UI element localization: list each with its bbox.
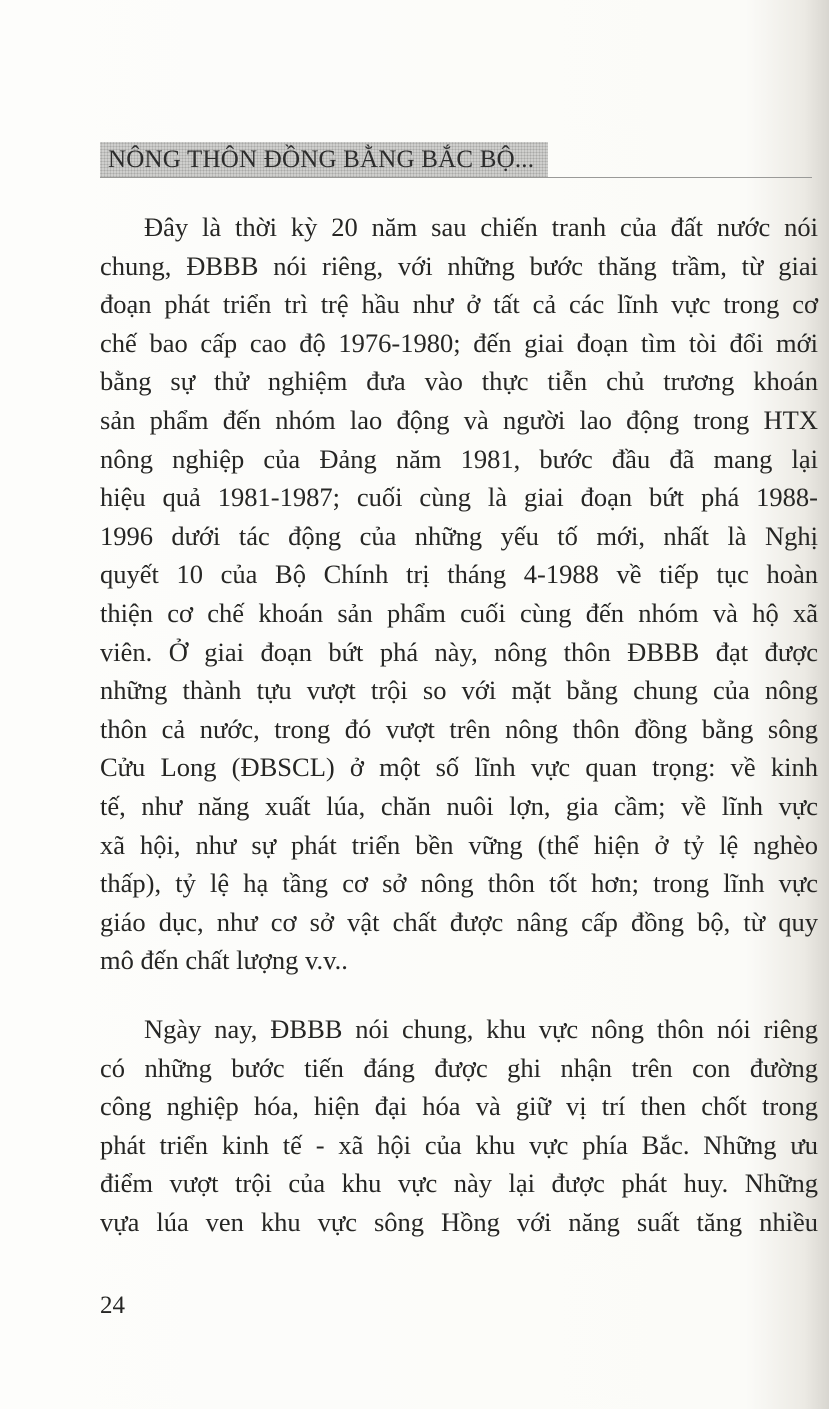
text-line: tế, như năng xuất lúa, chăn nuôi lợn, gia cầm; về lĩnh vực: [100, 790, 818, 821]
text-line: chế bao cấp cao độ 1976-1980; đến giai đoạn tìm tòi đổi mới: [100, 327, 818, 358]
text-line: 1996 dưới tác động của những yếu tố mới, nhất là Nghị: [100, 520, 818, 551]
text-line: giáo dục, như cơ sở vật chất được nâng cấp đồng bộ, từ quy: [100, 906, 818, 937]
text-line: thôn cả nước, trong đó vượt trên nông thôn đồng bằng sông: [100, 713, 818, 744]
text-line: Ngày nay, ĐBBB nói chung, khu vực nông thôn nói riêng: [144, 1014, 818, 1044]
text-line: những thành tựu vượt trội so với mặt bằng chung của nông: [100, 675, 818, 706]
text-line: Đây là thời kỳ 20 năm sau chiến tranh của đất nước nói: [144, 212, 818, 242]
text-line: thiện cơ chế khoán sản phẩm cuối cùng đến nhóm và hộ xã: [100, 597, 818, 628]
text-line: công nghiệp hóa, hiện đại hóa và giữ vị trí then chốt trong: [100, 1091, 818, 1122]
text-line: viên. Ở giai đoạn bứt phá này, nông thôn ĐBBB đạt được: [100, 636, 818, 667]
text-line: sản phẩm đến nhóm lao động và người lao động trong HTX: [100, 404, 818, 435]
text-line: bằng sự thử nghiệm đưa vào thực tiễn chủ trương khoán: [100, 366, 818, 397]
text-line: Cửu Long (ĐBSCL) ở một số lĩnh vực quan trọng: về kinh: [100, 752, 818, 783]
paragraph-2: [100, 1010, 818, 1242]
text-line: nông nghiệp của Đảng năm 1981, bước đầu đã mang lại: [100, 443, 818, 474]
text-line: đoạn phát triển trì trệ hầu như ở tất cả các lĩnh vực trong cơ: [100, 289, 818, 320]
running-header-title: NÔNG THÔN ĐỒNG BẰNG BẮC BỘ...: [108, 146, 535, 173]
text-line: hiệu quả 1981-1987; cuối cùng là giai đoạn bứt phá 1988-: [100, 482, 818, 513]
text-line: có những bước tiến đáng được ghi nhận trên con đường: [100, 1052, 818, 1083]
header-rule: [100, 177, 812, 178]
page-number: 24: [100, 1292, 125, 1319]
paragraph-1: [100, 208, 818, 980]
text-line: điểm vượt trội của khu vực này lại được phát huy. Những: [100, 1168, 818, 1199]
text-line: chung, ĐBBB nói riêng, với những bước thăng trầm, từ giai: [100, 250, 818, 281]
text-line: phát triển kinh tế - xã hội của khu vực phía Bắc. Những ưu: [100, 1129, 818, 1160]
text-line: xã hội, như sự phát triển bền vững (thể hiện ở tỷ lệ nghèo: [100, 829, 818, 860]
text-line: thấp), tỷ lệ hạ tầng cơ sở nông thôn tốt hơn; trong lĩnh vực: [100, 868, 818, 899]
text-line: quyết 10 của Bộ Chính trị tháng 4-1988 về tiếp tục hoàn: [100, 559, 818, 590]
text-line: mô đến chất lượng v.v..: [100, 945, 348, 976]
text-line: vựa lúa ven khu vực sông Hồng với năng suất tăng nhiều: [100, 1206, 818, 1237]
